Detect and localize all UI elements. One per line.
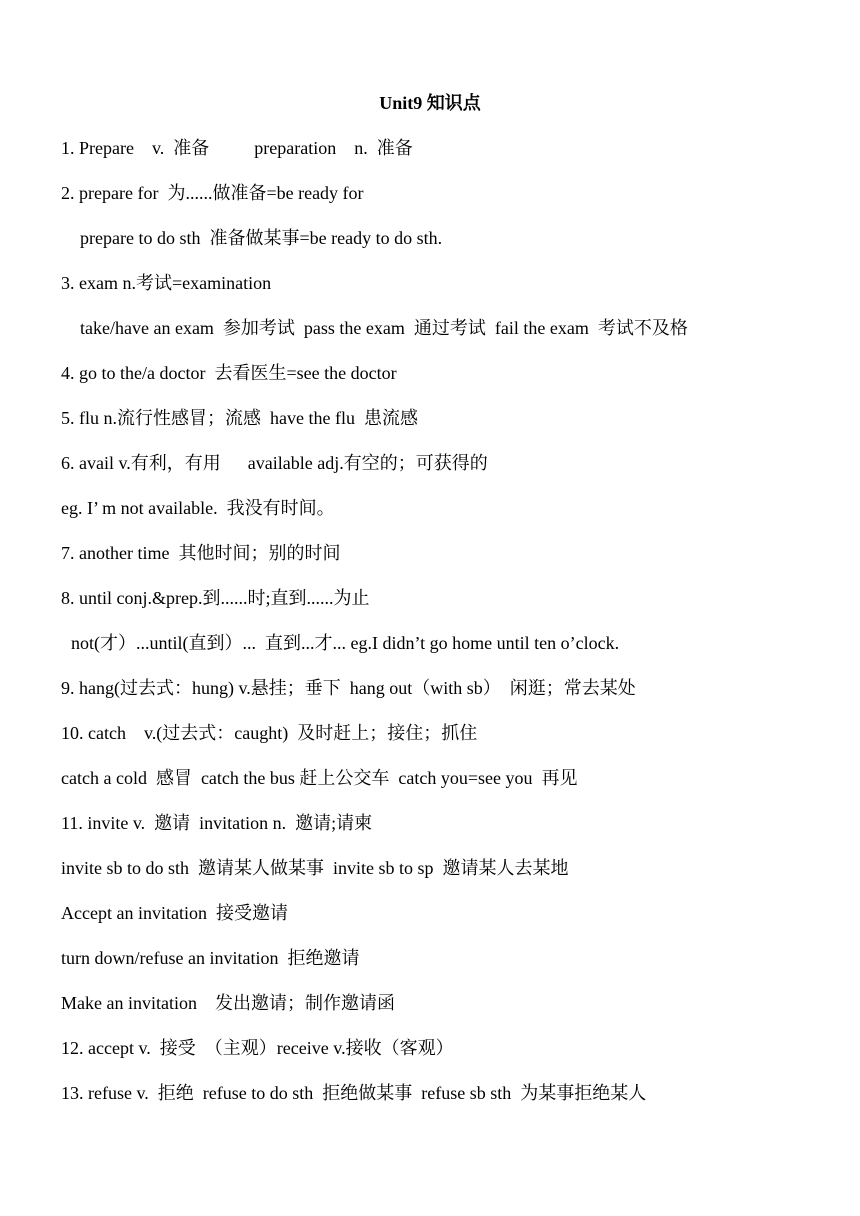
text-line-2: 2. prepare for 为......做准备=be ready for — [61, 183, 364, 203]
text-line-1: 1. Prepare v. 准备 preparation n. 准备 — [61, 138, 413, 158]
text-line-15: catch a cold 感冒 catch the bus 赶上公交车 catch you=see you 再见 — [61, 768, 578, 788]
text-line-21: 12. accept v. 接受 （主观）receive v.接收（客观） — [61, 1038, 454, 1058]
text-line-18: Accept an invitation 接受邀请 — [61, 903, 288, 923]
text-line-9: eg. I’ m not available. 我没有时间。 — [61, 498, 335, 518]
text-line-7: 5. flu n.流行性感冒；流感 have the flu 患流感 — [61, 408, 418, 428]
text-line-8: 6. avail v.有利，有用 available adj.有空的；可获得的 — [61, 453, 488, 473]
text-line-16: 11. invite v. 邀请 invitation n. 邀请;请柬 — [61, 813, 373, 833]
text-line-20: Make an invitation 发出邀请；制作邀请函 — [61, 993, 395, 1013]
text-line-12: not(才）...until(直到）... 直到...才... eg.I didn’t go home until ten o’clock. — [71, 633, 620, 653]
document-title: Unit9 知识点 — [379, 93, 481, 113]
text-line-10: 7. another time 其他时间；别的时间 — [61, 543, 341, 563]
text-line-5: take/have an exam 参加考试 pass the exam 通过考试 fail the exam 考试不及格 — [80, 318, 688, 338]
text-line-17: invite sb to do sth 邀请某人做某事 invite sb to sp 邀请某人去某地 — [61, 858, 569, 878]
text-line-3: prepare to do sth 准备做某事=be ready to do sth. — [80, 228, 443, 248]
text-line-19: turn down/refuse an invitation 拒绝邀请 — [61, 948, 360, 968]
text-line-6: 4. go to the/a doctor 去看医生=see the doctor — [61, 363, 397, 383]
text-line-11: 8. until conj.&prep.到......时;直到......为止 — [61, 588, 370, 608]
text-line-13: 9. hang(过去式：hung) v.悬挂；垂下 hang out（with sb） 闲逛；常去某处 — [61, 678, 636, 698]
text-line-4: 3. exam n.考试=examination — [61, 273, 272, 293]
text-line-14: 10. catch v.(过去式：caught) 及时赶上；接住；抓住 — [61, 723, 478, 743]
text-line-22: 13. refuse v. 拒绝 refuse to do sth 拒绝做某事 refuse sb sth 为某事拒绝某人 — [61, 1083, 647, 1103]
